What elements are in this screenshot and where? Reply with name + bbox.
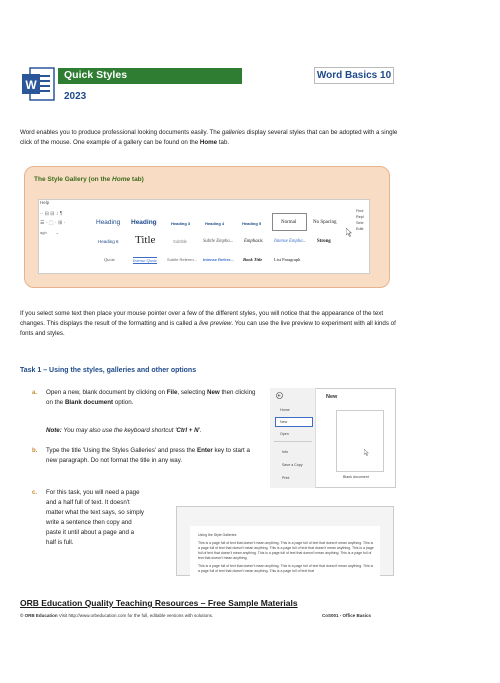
style-quote[interactable]: Quote xyxy=(104,257,115,262)
style-list-paragraph[interactable]: List Paragraph xyxy=(274,257,301,262)
mouse-pointer-icon xyxy=(346,228,352,237)
style-gallery-title: The Style Gallery (on the Home tab) xyxy=(34,176,144,183)
style-heading2[interactable]: Heading xyxy=(131,219,157,226)
step-c-letter: c. xyxy=(32,490,38,496)
style-heading1[interactable]: Heading xyxy=(96,219,121,226)
backstage-divider xyxy=(274,441,312,442)
back-arrow-icon[interactable] xyxy=(276,392,283,399)
page-title: Quick Styles xyxy=(64,69,128,81)
blank-document-thumbnail[interactable] xyxy=(336,410,384,472)
footer-subtitle: © ORB Education Visit http://www.orbeducation.com for the full, editable versions with solutions. xyxy=(20,613,214,618)
backstage-info[interactable]: Info xyxy=(282,450,288,454)
style-intense-emphasis[interactable]: Intense Empha... xyxy=(274,239,307,244)
step-a-text: Open a new, blank document by clicking on File, selecting New then clicking on the Blank document option. xyxy=(46,389,256,406)
step-a-note: Note: You may also use the keyboard shortcut 'Ctrl + N'. xyxy=(46,427,202,434)
style-normal[interactable]: Normal xyxy=(281,220,297,225)
style-book-title[interactable]: Book Title xyxy=(243,257,263,262)
paragraph-icons-row2: ☰ · ⬚ · ⊞ · xyxy=(40,220,66,226)
paragraph-icons-row3: agh ⌄ xyxy=(40,230,59,235)
step-b-text: Type the title 'Using the Styles Galleries' and press the Enter key to start a new paragraph. Do not format the title in any way. xyxy=(46,447,250,464)
style-subtitle[interactable]: Subtitle xyxy=(173,239,187,244)
series-title: Word Basics 10 xyxy=(314,67,394,84)
sample-doc-paragraph-2: This is a page full of text that doesn't mean anything. This is a page full of text that doesn't mean anything. This is a page full of text that doesn't mean anything. This is a page full of text that xyxy=(198,564,374,573)
ribbon-help-tab: Help xyxy=(40,200,50,205)
logo-letter: W xyxy=(25,78,37,92)
select-command[interactable]: Sele xyxy=(356,221,364,225)
style-emphasis[interactable]: Emphasis xyxy=(244,239,263,244)
find-command[interactable]: Find xyxy=(356,209,364,213)
step-a-letter: a. xyxy=(32,390,38,396)
style-heading6[interactable]: Heading 6 xyxy=(98,239,119,244)
step-c-text: For this task, you will need a page and a half full of text. It doesn't matter what the text says, so simply write a sentence then copy and paste it until about a page and a half is full. xyxy=(46,489,145,546)
footer-code: CoS001 - Office Basics xyxy=(322,613,372,618)
replace-command[interactable]: Repl xyxy=(356,215,364,219)
style-heading5[interactable]: Heading 5 xyxy=(242,221,262,226)
blank-document-caption: Blank document xyxy=(343,475,369,479)
backstage-open[interactable]: Open xyxy=(280,432,289,436)
backstage-home[interactable]: Home xyxy=(280,408,290,412)
paragraph-icons-row1: ·· ⊟ ⊟ ↕ ¶ xyxy=(40,211,63,217)
style-heading4[interactable]: Heading 4 xyxy=(205,221,225,226)
new-pane-heading: New xyxy=(326,394,338,400)
footer-title: ORB Education Quality Teaching Resources – Free Sample Materials xyxy=(20,598,298,608)
style-title[interactable]: Title xyxy=(135,234,156,246)
style-intense-quote[interactable]: Intense Quote xyxy=(133,258,157,263)
task-heading: Task 1 – Using the styles, galleries and other options xyxy=(20,367,197,374)
page-year: 2023 xyxy=(64,91,87,102)
intro-paragraph: Word enables you to produce professional looking documents easily. The galleries display several styles that can be adopted with a single click of the mouse. One example of a gallery can be found on the Home tab. xyxy=(20,129,398,146)
editing-label: Editi xyxy=(356,227,364,231)
sample-doc-title: Using the Style Galleries xyxy=(198,533,237,537)
ribbon-paragraph-group xyxy=(40,210,90,237)
backstage-print[interactable]: Print xyxy=(282,476,290,480)
backstage-save-copy[interactable]: Save a Copy xyxy=(282,463,303,467)
word-logo-icon xyxy=(20,66,56,102)
backstage-new[interactable]: New xyxy=(280,420,288,424)
style-no-spacing[interactable]: No Spacing xyxy=(313,220,337,225)
style-strong[interactable]: Strong xyxy=(317,239,331,244)
style-subtle-emphasis[interactable]: Subtle Empha... xyxy=(203,239,234,244)
backstage-sidebar xyxy=(270,388,316,488)
step-b-letter: b. xyxy=(32,448,38,454)
style-subtle-reference[interactable]: Subtle Referen... xyxy=(167,257,198,262)
sample-doc-paragraph-1: This is a page full of text that doesn't mean anything. This is a page full of text that doesn't mean anything. This is a page full of text that doesn't mean anything. This is a page full of text that doesn't mean anything. This is a page full of text that doesn't mean anything. This is a page full of text that doesn't mean anything. This is a page full of text that doesn't mean anything. xyxy=(198,541,374,560)
style-intense-reference[interactable]: Intense Refere... xyxy=(203,257,234,262)
ribbon-editing-group xyxy=(356,208,372,232)
live-preview-paragraph: If you select some text then place your mouse pointer over a few of the different styles, you will notice that the appearance of the text changes. This displays the result of the formatting and is called a live preview. You can use the live preview to experiment with all kinds of fonts and styles. xyxy=(20,310,396,337)
style-heading3[interactable]: Heading 3 xyxy=(171,221,191,226)
mouse-pointer-icon xyxy=(364,449,369,456)
